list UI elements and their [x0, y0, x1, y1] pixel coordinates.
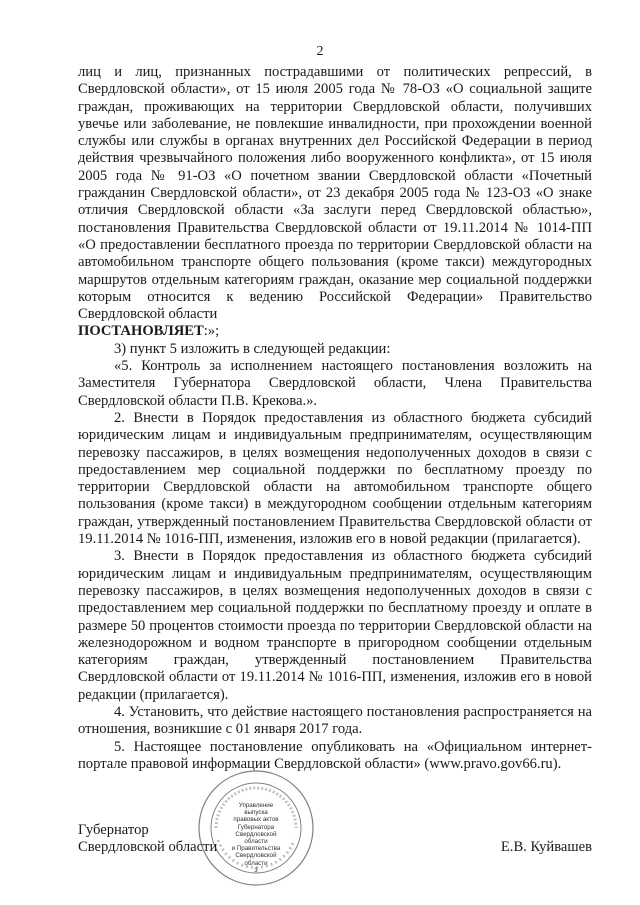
- document-body: [78, 64, 592, 773]
- decree-line: [78, 323, 592, 340]
- stamp-line: области: [244, 859, 268, 867]
- stamp-line: Управление: [238, 802, 274, 809]
- item2-paragraph: 2. Внести в Порядок предоставления из областного бюджета субсидий юридическим лицам и индивидуальным предпринимателям, осуществляющим перевозку пассажиров, в целях возмещения недополученных доходов в связи с предоставлением мер социальной поддержки по бесплатному проезду по территории Свердловской области на автомобильном транспорте общего пользования (кроме такси) в междугородном сообщении отдельным категориям граждан, утвержденный постановлением Правительства Свердловской области от 19.11.2014 № 1016-ПП, изменения, изложив его в новой редакции (прилагается).: [78, 409, 592, 548]
- item3b-paragraph: 3. Внести в Порядок предоставления из областного бюджета субсидий юридическим лицам и индивидуальным предпринимателям, осуществляющим перевозку пассажиров, в целях возмещения недополученных доходов в связи с предоставлением мер социальной поддержки по бесплатному проезду и оплате в размере 50 процентов стоимости проезда по территории Свердловской области на железнодорожном и водном транспорте в пригородном сообщении отдельным категориям граждан, утвержденный постановлением Правительства Свердловской области от 19.11.2014 № 1016-ПП, изменения, изложив его в новой редакции (прилагается).: [78, 548, 592, 703]
- signatory-title-line1: Губернатор: [78, 822, 149, 838]
- stamp-line: правовых актов: [233, 816, 279, 824]
- signatory-title-line2: Свердловской области: [78, 839, 218, 856]
- decree-tail: :»;: [203, 323, 220, 340]
- stamp-line: 3: [254, 866, 258, 874]
- signatory-title: [78, 822, 217, 857]
- decree-word: ПОСТАНОВЛЯЕТ: [78, 323, 204, 340]
- item3-text: «5. Контроль за исполнением настоящего постановления возложить на Заместителя Губернатора Свердловской области, Члена Правительства Свердловской области П.В. Крекова.».: [78, 358, 592, 409]
- stamp-line: и Правительства: [231, 845, 281, 853]
- stamp-text: [226, 802, 286, 874]
- item3-intro: 3) пункт 5 изложить в следующей редакции:: [114, 340, 391, 357]
- stamp-line: Свердловской области: [235, 830, 277, 846]
- stamp-line: выпуска: [244, 809, 268, 817]
- page-number: 2: [316, 44, 324, 59]
- signatory-name: Е.В. Куйвашев: [500, 839, 592, 855]
- item4-paragraph: 4. Установить, что действие настоящего постановления распространяется на отношения, возникшие с 01 января 2017 года.: [78, 703, 592, 738]
- stamp-line: Губернатора: [237, 823, 275, 831]
- item5-paragraph: 5. Настоящее постановление опубликовать на «Официальном интернет-портале правовой информации Свердловской области» (www.pravo.gov66.ru).: [78, 738, 592, 772]
- intro-paragraph: лиц и лиц, признанных пострадавшими от политических репрессий, в Свердловской области», от 15 июля 2005 года № 78-ОЗ «О социальной защите граждан, проживающих на территории Свердловской области, получивших увечье или заболевание, не повлекшие инвалидности, при прохождении военной службы или службы в органах внутренних дел Российской Федерации в период действия чрезвычайного положения либо вооруженного конфликта», от 15 июля 2005 года № 91-ОЗ «О почетном звании Свердловской области «Почетный гражданин Свердловской области», от 23 декабря 2005 года № 123-ОЗ «О знаке отличия Свердловской области «За заслуги перед Свердловской областью», постановления Правительства Свердловской области от 19.11.2014 № 1014-ПП «О предоставлении бесплатного проезда по территории Свердловской области на автомобильном транспорте общего пользования (кроме такси) междугородных маршрутов отдельным категориям граждан, оказание мер социальной поддержки которым относится к ведению Российской Федерации» Правительство Свердловской области: [78, 64, 592, 323]
- stamp-line: Свердловской: [235, 852, 277, 860]
